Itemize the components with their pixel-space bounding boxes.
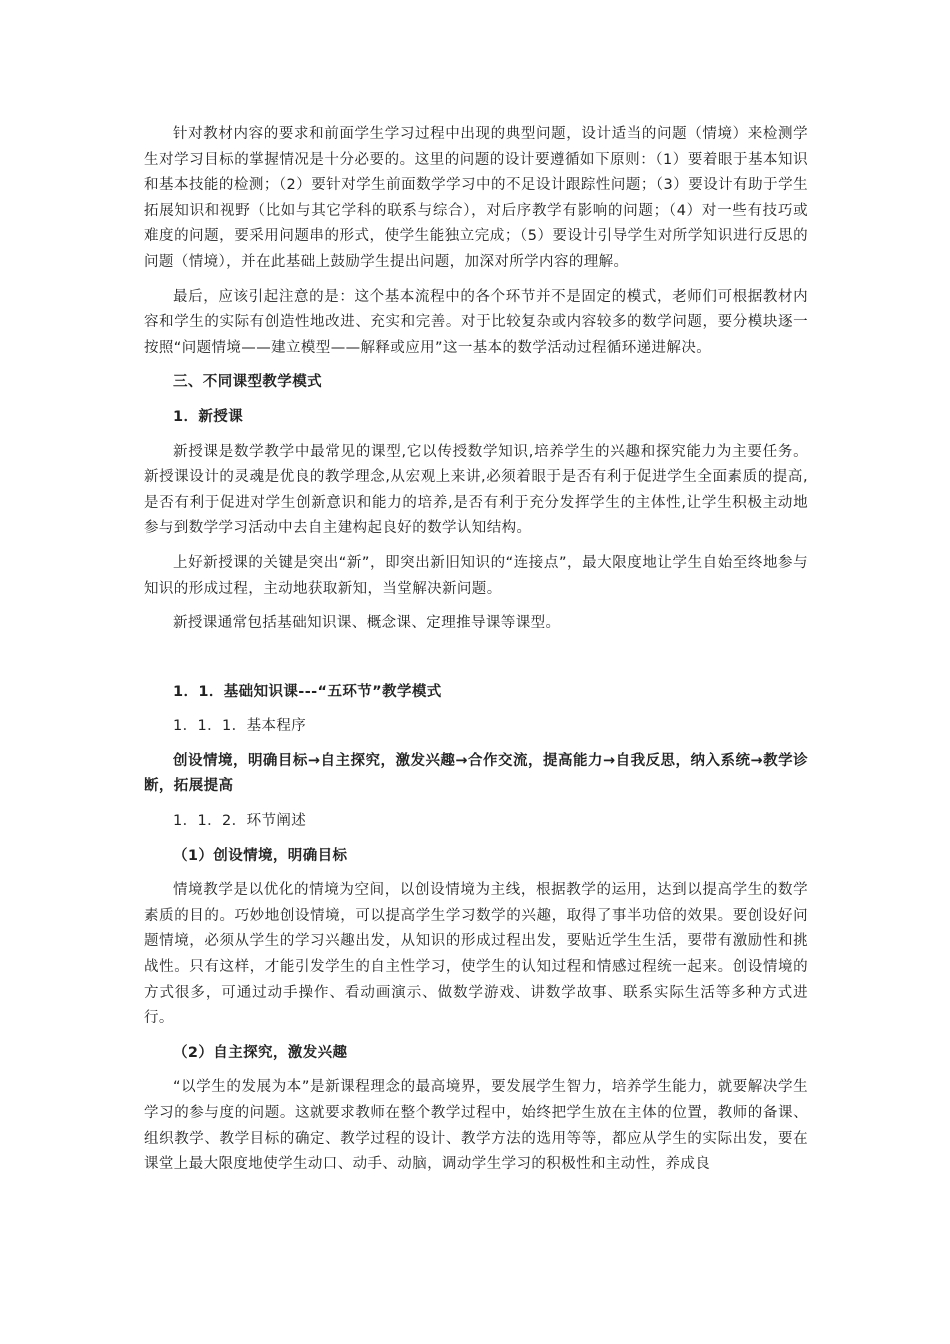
paragraph-problem-design: 针对教材内容的要求和前面学生学习过程中出现的典型问题，设计适当的问题（情境）来检测学生对学习目标的掌握情况是十分必要的。这里的问题的设计要遵循如下原则：（1）要着眼于基本知识和基本技能的检测；（2）要针对学生前面数学学习中的不足设计跟踪性问题；（3）要设计有助于学生拓展知识和视野（比如与其它学科的联系与综合），对后序教学有影响的问题；（4）对一些有技巧或难度的问题，要采用问题串的形式，使学生能独立完成；（5）要设计引导学生对所学知识进行反思的问题（情境），并在此基础上鼓励学生提出问题，加深对所学内容的理解。 (144, 126, 808, 270)
step-heading-1: （1）创设情境，明确目标 (173, 847, 348, 864)
paragraph-new-lesson-intro: 新授课是数学教学中最常见的课型,它以传授数学知识,培养学生的兴趣和探究能力为主要任务。新授课设计的灵魂是优良的教学理念,从宏观上来讲,必须着眼于是否有利于促进学生全面素质的提高,是否有利于促进对学生创新意识和能力的培养,是否有利于充分发挥学生的主体性,让学生积极主动地参与到数学学习活动中去自主建构起良好的数学认知结构。 (144, 443, 808, 537)
subsection-heading-new-lesson: 1．新授课 (173, 408, 244, 425)
section-heading-3: 三、不同课型教学模式 (173, 374, 322, 391)
paragraph-final-note: 最后，应该引起注意的是：这个基本流程中的各个环节并不是固定的模式，老师们可根据教材内容和学生的实际有创造性地改进、充实和完善。对于比较复杂或内容较多的数学问题，要分模块逐一按照“问题情境——建立模型——解释或应用”这一基本的数学活动过程循环递进解决。 (144, 288, 808, 356)
flow-steps: 创设情境，明确目标→自主探究，激发兴趣→合作交流，提高能力→自我反思，纳入系统→教学诊断，拓展提高 (144, 752, 808, 795)
paragraph-new-lesson-key: 上好新授课的关键是突出“新”，即突出新旧知识的“连接点”，最大限度地让学生自始至终地参与知识的形成过程，主动地获取新知，当堂解决新问题。 (144, 554, 808, 597)
heading-1-1-2: 1．1．2．环节阐述 (173, 813, 307, 830)
document-page (144, 122, 808, 1187)
heading-1-1-1: 1．1．1．基本程序 (173, 718, 307, 735)
spacer (144, 646, 808, 680)
paragraph-self-exploration: “以学生的发展为本”是新课程理念的最高境界，要发展学生智力，培养学生能力，就要解决学生学习的参与度的问题。这就要求教师在整个教学过程中，始终把学生放在主体的位置，教师的备课、组织教学、教学目标的确定、教学过程的设计、教学方法的选用等等，都应从学生的实际出发，要在课堂上最大限度地使学生动口、动手、动脑，调动学生学习的积极性和主动性，养成良 (144, 1079, 808, 1173)
paragraph-new-lesson-types: 新授课通常包括基础知识课、概念课、定理推导课等课型。 (173, 615, 561, 632)
paragraph-situation-teaching: 情境教学是以优化的情境为空间，以创设情境为主线，根据教学的运用，达到以提高学生的数学素质的目的。巧妙地创设情境，可以提高学生学习数学的兴趣，取得了事半功倍的效果。要创设好问题情境，必须从学生的学习兴趣出发，从知识的形成过程出发，要贴近学生生活，要带有激励性和挑战性。只有这样，才能引发学生的自主性学习，使学生的认知过程和情感过程统一起来。创设情境的方式很多，可通过动手操作、看动画演示、做数学游戏、讲数学故事、联系实际生活等多种方式进行。 (144, 882, 808, 1027)
heading-1-1: 1．1．基础知识课---“五环节”教学模式 (173, 683, 442, 700)
step-heading-2: （2）自主探究，激发兴趣 (173, 1044, 348, 1061)
